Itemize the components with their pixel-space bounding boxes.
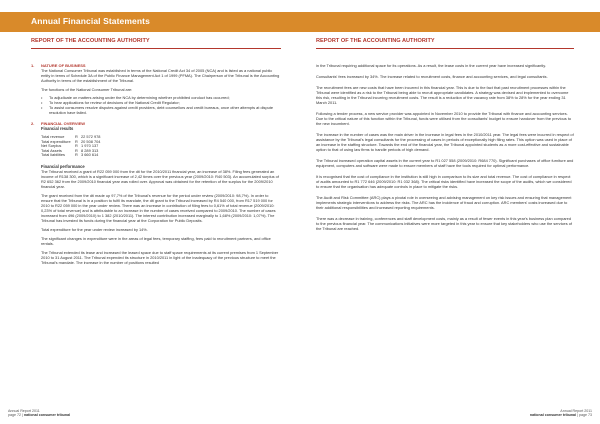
paragraph: Consultants' fees increased by 34%. The increase related to recruitment costs, finance and accounting services, and legal consultants. [316,74,548,79]
subheading: Financial results [41,126,74,131]
footer-report-title: Annual Report 2011 [8,409,40,413]
paragraph: The Tribunal extended its lease and increased the leased space due to staff space requirements at its current premises from 1 September 2010 to 31 August 2011. The Tribunal expended its structure in 2010/2011 in light of the inadequacy of the previous structure to meet the Tribunal's mandate. The increase in the number of positions resulted [41,249,279,265]
page-number: page 73 [579,413,592,418]
paragraph: The Tribunal received a grant of R22 059 000 from the dti for the 2010/2011 financial year, an increase of 38%. Filing fees generated an income of R138 300, which is a significant increase of 2,42 times over the previous year (2009/2010: R40 503). An accumulated surplus of R2 652 362 from the 2009/2010 financial year was rolled over. Approval was obtained for the retention of the surplus for the 2009/2010 financial year. [41,168,279,189]
left-column [31,38,281,265]
currency: R [75,147,78,153]
paragraph: The Audit and Risk Committee (ARC) plays a pivotal role in overseeing and advising management on key risk issues and ensuring that management implements strategic interventions to address the risks. The ARC has the incidence of fraud and corruption. ARC members' costs increased due to their additional responsibilities and increased reporting requirements. [316,195,572,210]
functions-list [41,95,281,115]
section-heading: FINANCIAL OVERVIEW [41,121,86,126]
paragraph: The significant changes in expenditure were in the areas of legal fees, temporary staffing, fees paid to recruitment partners, and office rentals. [41,235,271,246]
financial-results-table [41,135,100,158]
left-column-heading: REPORT OF THE ACCOUNTING AUTHORITY [31,38,281,49]
footer-right: Annual Report 2011 national consumer tribunal | page 73 [529,409,592,418]
row-value: 22 572 978 [81,134,101,139]
section-financial-overview [31,121,281,265]
org-name: national consumer tribunal [529,413,577,418]
footer-left: Annual Report 2011 page 72 | national consumer tribunal [8,409,71,418]
paragraph: The National Consumer Tribunal was established in terms of the National Credit Act 34 of 2005 (NCA) and is listed as a national public entity in terms of Schedule 3A of the Public Finance Management Act 1 of 1999 (PFMA). The Chairperson of the Tribunal is the Accounting Authority in terms of the establishment of the Tribunal. [41,68,280,83]
paragraph: in the Tribunal requiring additional space for its operations. As a result, the lease costs in the current year have increased significantly. [316,63,547,68]
list-item: • To adjudicate on matters arising under the NCA by determining whether prohibited conduct has occurred; [41,95,281,100]
section-number: 1. [31,63,35,68]
currency: R [75,134,78,139]
currency: R [75,143,78,149]
row-label: Total revenue [41,134,65,139]
paragraph: It is recognised that the cost of compliance in the institution is still high in comparison to its size and total revenue. The cost of compliance in respect of audits amounted to R1 772 646 (2009/2010: R1 032 368). The critical risks identified have increased the scope of the audits, which we considered to ensure that the organisation has adequate controls in place to mitigate the risks. [316,174,572,189]
row-label: Total liabilities [41,152,66,158]
right-column-heading: REPORT OF THE ACCOUNTING AUTHORITY [316,38,574,49]
row-label: Total expenditure [41,138,71,144]
footer-report-title: Annual Report 2011 [560,409,592,413]
section-heading: NATURE OF BUSINESS [41,63,86,68]
row-value: 8 289 313 [81,147,99,153]
section-number: 2. [31,121,35,126]
paragraph: The Tribunal increased operation capital assets in the current year to R1 027 558 (2009/2010: R684 770). Significant purchases of office furniture and equipment, computers and software were made to ensure members of staff have the tools required for optimal performance. [316,158,574,168]
right-column [316,38,574,231]
paragraph: The grant received from the dti made up 97,7% of the Tribunal's revenue for the period under review (2009/2010: 98,7%). In order to ensure that the Tribunal is in a position to fulfil its mandate, the dti grant to the Tribunal increased by R4 540 000, from R17 519 000 for 2010 to R22 059 000 in the year under review. There was an increase in contribution of filing fees to 0,61% of total revenue (2009/2010: 0,23% of total revenue) and is attributable to an increase in the number of cases received compared to 2009/2010. The number of cases increased from 496 (2009/2010) to 1 382 (2010/2011). The interest contribution increased marginally to 1,68% (2009/2010: 1,07%). The Tribunal has invested its funds during the financial year at the Corporation for Public Deposits. [41,192,276,223]
row-label: Total Assets [41,147,62,153]
org-name: national consumer tribunal [23,413,71,418]
paragraph: The increase in the number of cases was the main driver in the increase in legal fees in the 2010/2011 year. The legal fees were incurred in respect of assistance by the Tribunal's legal consultants for the processing of cases in periods of exceptionally high filing rates. This option was used in place of an increase in the staffing structure. Towards the end of the financial year, the Tribunal appointed students as a more cost-effective and sustainable option to that of using law firms to handle periods of high demand. [316,132,574,152]
paragraph: The functions of the National Consumer Tribunal are: [41,87,133,92]
section-nature-of-business [31,63,281,115]
list-item: • To assist consumers resolve disputes against credit providers, debt counsellors and credit bureaus, once other attempts at dispute resolution have failed. [41,105,281,115]
paragraph: There was a decrease in training, conferences and staff development costs, mainly as a result of fewer events in this year's business plan compared to the previous financial year. The communications initiatives were more targeted in this year to ensure that key stakeholders who use the services of the Tribunal are reached. [316,216,572,231]
currency: R [75,152,78,158]
page-section-title: Annual Financial Statements [31,16,150,26]
row-value: 3 660 614 [81,152,99,158]
row-label: Net Surplus [41,143,62,149]
list-item: • To hear applications for review of decisions of the National Credit Regulator; [41,100,281,105]
currency: R [75,138,78,144]
row-value: 20 508 704 [81,138,101,144]
row-value: 1 970 137 [81,143,99,149]
subheading: Financial performance [41,163,85,169]
header-band [0,12,600,32]
page-number: page 72 [8,413,21,418]
paragraph: Following a tender process, a new service provider was appointed in November 2010 to provide the Tribunal with finance and accounting services. Due to the critical nature of this function within the Tribunal, funds were utilised from the consultants' budget to ensure handover from the previous to the new incumbent. [316,111,572,126]
paragraph: The recruitment fees are new costs that have been incurred in this financial year. This is due to the fact that past recruitment processes within the Tribunal were identified as a risk to the Tribunal being able to recruit appropriate candidates. A strategy was devised and implemented to overcome this risk, resulting in the Tribunal incurring recruitment costs. The result is a reduction of the vacancy rate from 38% to 28% for the year ending 31 March 2011. [316,85,569,105]
paragraph: Total expenditure for the year under review increased by 14%. [41,226,148,232]
